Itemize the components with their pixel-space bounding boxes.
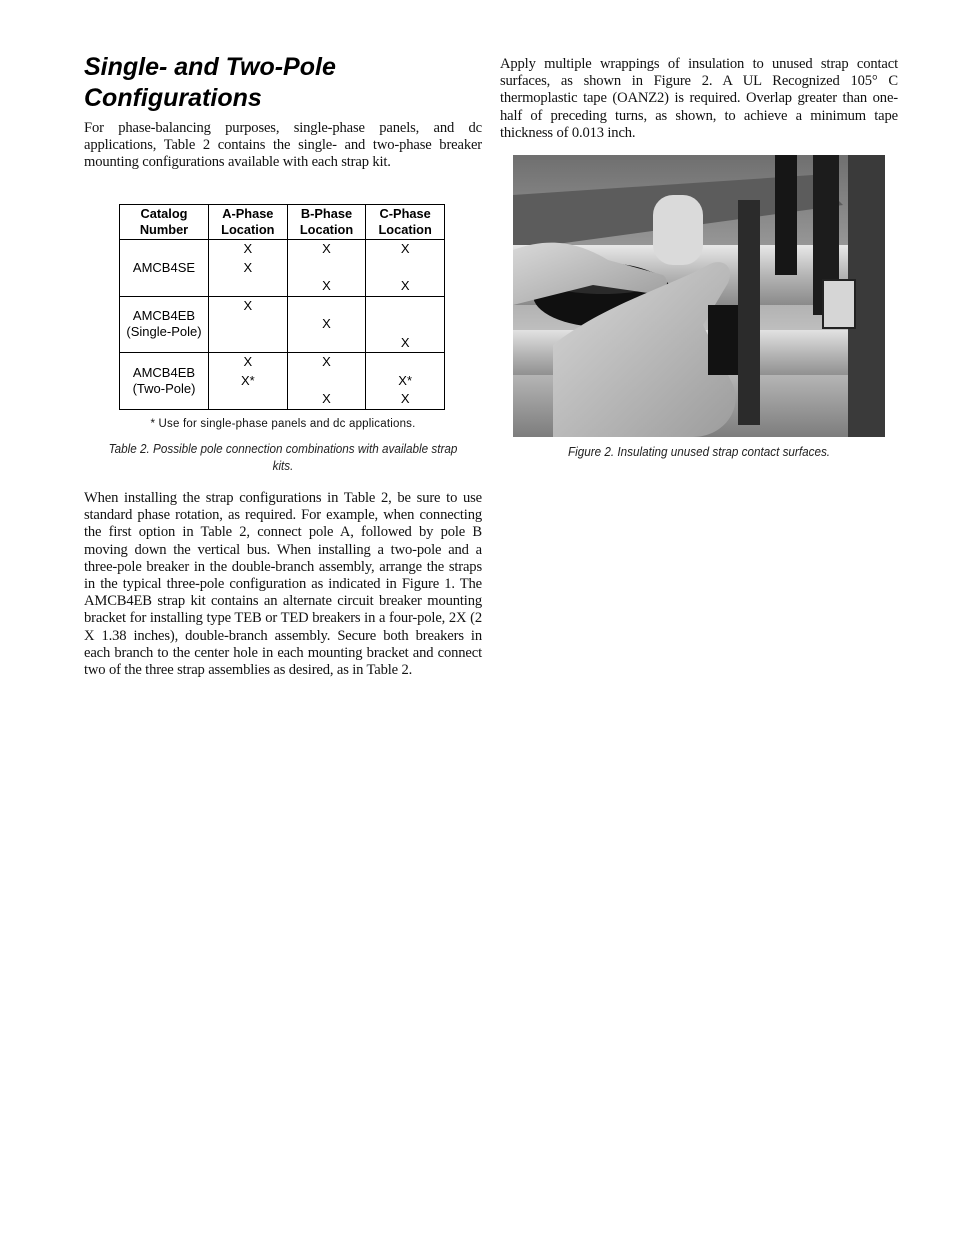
phase-mark: X <box>243 259 253 275</box>
section-title-line-1: Single- and Two-Pole <box>84 53 336 81</box>
c-phase-cell <box>366 353 445 410</box>
a-phase-cell <box>209 296 288 353</box>
phase-mark <box>366 353 444 372</box>
phase-mark <box>288 259 366 278</box>
phase-mark <box>288 334 366 353</box>
table-row <box>120 353 445 410</box>
b-phase-cell <box>287 353 366 410</box>
header-a-phase-location: A-Phase Location <box>209 205 288 240</box>
phase-mark: X* <box>398 372 413 388</box>
c-phase-cell <box>366 240 445 297</box>
section-title <box>84 52 482 114</box>
right-column <box>500 56 898 459</box>
a-phase-cell <box>209 240 288 297</box>
phase-mark: X* <box>240 372 255 388</box>
table-caption: Table 2. Possible pole connection combinations with available strap kits. <box>108 441 458 473</box>
b-phase-cell <box>287 296 366 353</box>
header-c-phase-location: C-Phase Location <box>366 205 445 240</box>
catalog-cell: AMCB4SE <box>120 240 209 297</box>
b-phase-cell <box>287 240 366 297</box>
phase-mark: X <box>243 354 253 369</box>
section-title-line-2: Configurations <box>84 84 262 112</box>
insulation-paragraph: Apply multiple wrappings of insulation to unused strap contact surfaces, as shown in Figure 2. A UL Recognized 105° C thermoplastic tape (OANZ2) is required. Overlap greater than one-half of preceding turns, as shown, to achieve a minimum tape thickness of 0.013 inch. <box>500 56 898 141</box>
catalog-cell: AMCB4EB (Single-Pole) <box>120 296 209 353</box>
phase-mark: X <box>322 316 331 331</box>
catalog-cell: AMCB4EB (Two-Pole) <box>120 353 209 410</box>
phase-mark: X <box>400 278 410 293</box>
phase-mark: X <box>243 297 253 313</box>
phase-mark <box>288 372 366 391</box>
insulating-strap-photo <box>513 155 885 437</box>
phase-mark <box>209 277 287 296</box>
intro-paragraph: For phase-balancing purposes, single-phase panels, and dc applications, Table 2 contains the single- and two-phase breaker mounting configurations available with each strap kit. <box>84 120 482 171</box>
phase-mark: X <box>322 241 331 256</box>
a-phase-cell <box>209 353 288 410</box>
left-column <box>84 52 482 679</box>
phase-mark <box>209 334 287 353</box>
header-b-phase-location: B-Phase Location <box>287 205 366 240</box>
installation-paragraph: When installing the strap configurations in Table 2, be sure to use standard phase rotation, as required. For example, when connecting the first option in Table 2, connect pole A, followed by pole B moving down the vertical bus. When installing a two-pole and a three-pole breaker in the double-branch assembly, arrange the straps in the typical three-pole configuration as indicated in Figure 1. The AMCB4EB strap kit contains an alternate circuit breaker mounting bracket for installing type TEB or TED breakers in a four-pole, 2X (2 X 1.38 inches), double-branch assembly. Secure both breakers in each branch to the center hole in each mounting bracket and connect two of the three strap assemblies as desired, as in Table 2. <box>84 490 482 679</box>
phase-mark: X <box>322 278 331 293</box>
phase-mark: X <box>322 391 331 406</box>
phase-mark: X <box>243 241 253 256</box>
phase-mark: X <box>322 354 331 369</box>
c-phase-cell <box>366 296 445 353</box>
table-row <box>120 296 445 353</box>
table-row <box>120 240 445 297</box>
phase-mark <box>366 297 444 316</box>
phase-mark: X <box>400 334 410 350</box>
phase-mark <box>366 315 444 334</box>
phase-mark <box>366 259 444 278</box>
phase-mark <box>209 315 287 334</box>
figure-caption: Figure 2. Insulating unused strap contact surfaces. <box>567 444 831 459</box>
phase-mark: X <box>400 241 410 256</box>
phase-mark <box>288 297 366 316</box>
table-footnote: * Use for single-phase panels and dc applications. <box>150 418 416 430</box>
phase-mark: X <box>400 391 410 406</box>
header-catalog-number: Catalog Number <box>120 205 209 240</box>
pole-configuration-table <box>119 204 445 410</box>
phase-mark <box>209 390 287 409</box>
table-header-row <box>120 205 445 240</box>
